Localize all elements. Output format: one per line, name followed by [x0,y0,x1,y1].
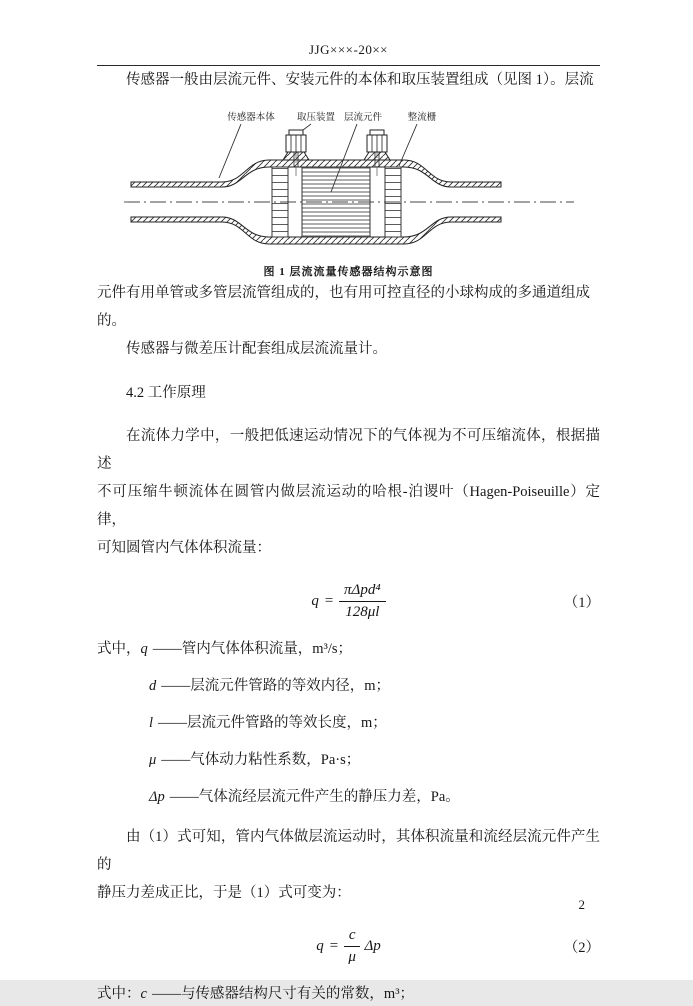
definition-d [97,675,600,698]
equation-2-fraction [344,927,361,966]
equation-1 [97,576,600,628]
definition-delta-p-text: ——气体流经层流元件产生的静压力差，Pa。 [169,788,460,805]
derivation-paragraph-line2: 静压力差成正比，于是（1）式可变为： [97,884,351,901]
figure-label-laminar-element: 层流元件 [343,113,382,123]
definition-l-text: ——层流元件管路的等效长度，m； [158,714,387,731]
symbol-d: d [149,677,157,694]
equation-1-equals: = [323,593,335,609]
equation-2-suffix: Δp [364,938,381,954]
definitions-intro: 式中， [97,640,141,657]
equation-1-fraction [339,582,386,621]
figure-label-sensor-body: 传感器本体 [226,113,275,123]
definition-delta-p [97,786,600,809]
definition-mu-text: ——气体动力粘性系数，Pa·s； [161,751,361,768]
sensor-diagram [119,102,579,260]
figure-label-flow-straightener: 整流栅 [407,113,436,123]
equation-2-numerator: c [344,927,361,947]
symbol-delta-p: Δp [149,788,165,805]
definition-c-text: ——与传感器结构尺寸有关的常数，m³； [151,985,415,1002]
definition-q [97,638,600,661]
definitions-equation-1 [97,638,600,809]
equation-2-denominator: μ [348,949,356,965]
definition-d-text: ——层流元件管路的等效内径，m； [161,677,391,694]
figure-label-pressure-tap: 取压装置 [296,113,335,123]
definition-q-text: ——管内气体体积流量，m³/s； [152,640,353,657]
equation-1-expression [311,582,385,621]
equation-2-lhs: q [316,938,324,954]
equation-1-denominator: 128μl [345,604,380,620]
symbol-c: c [140,985,147,1002]
principle-paragraph-line2: 不可压缩牛顿流体在圆管内做层流运动的哈根-泊谡叶（Hagen-Poiseuille）定律， [97,483,600,528]
paragraph-after-figure: 元件有用单管或多管层流管组成的，也有用可控直径的小球构成的多通道组成 [97,285,590,301]
equation-1-number: （1） [563,595,600,611]
section-heading: 4.2 工作原理 [126,385,206,401]
symbol-mu: μ [149,751,157,768]
equation-2 [97,921,600,973]
principle-paragraph-line3: 可知圆管内气体体积流量： [97,539,271,556]
symbol-l: l [149,714,154,731]
principle-paragraph-line1: 在流体力学中，一般把低速运动情况下的气体视为不可压缩流体，根据描述 [97,427,600,472]
figure-1 [97,102,600,279]
paragraph-after-figure-cont: 的。 [97,313,126,329]
definition-c [97,983,600,1006]
equation-2-equals: = [328,938,339,954]
figure-caption: 图 1 层流流量传感器结构示意图 [263,266,434,278]
paragraph-sensor-gauge: 传感器与微差压计配套组成层流流量计。 [126,341,387,357]
definition-l [97,712,600,735]
equation-2-expression [316,927,381,966]
definitions2-intro: 式中： [97,985,141,1002]
laminar-element [302,167,370,237]
page-number: 2 [578,897,585,912]
intro-paragraph: 传感器一般由层流元件、安装元件的本体和取压装置组成（见图 1）。层流 [126,72,594,88]
equation-2-number: （2） [563,940,600,956]
derivation-paragraph-line1: 由（1）式可知，管内气体做层流运动时，其体积流量和流经层流元件产生的 [97,828,600,873]
equation-1-lhs: q [311,593,319,609]
equation-1-numerator: πΔpd⁴ [339,582,386,602]
definition-mu [97,749,600,772]
page-header: JJG×××-20×× [97,42,600,66]
symbol-q: q [140,640,148,657]
